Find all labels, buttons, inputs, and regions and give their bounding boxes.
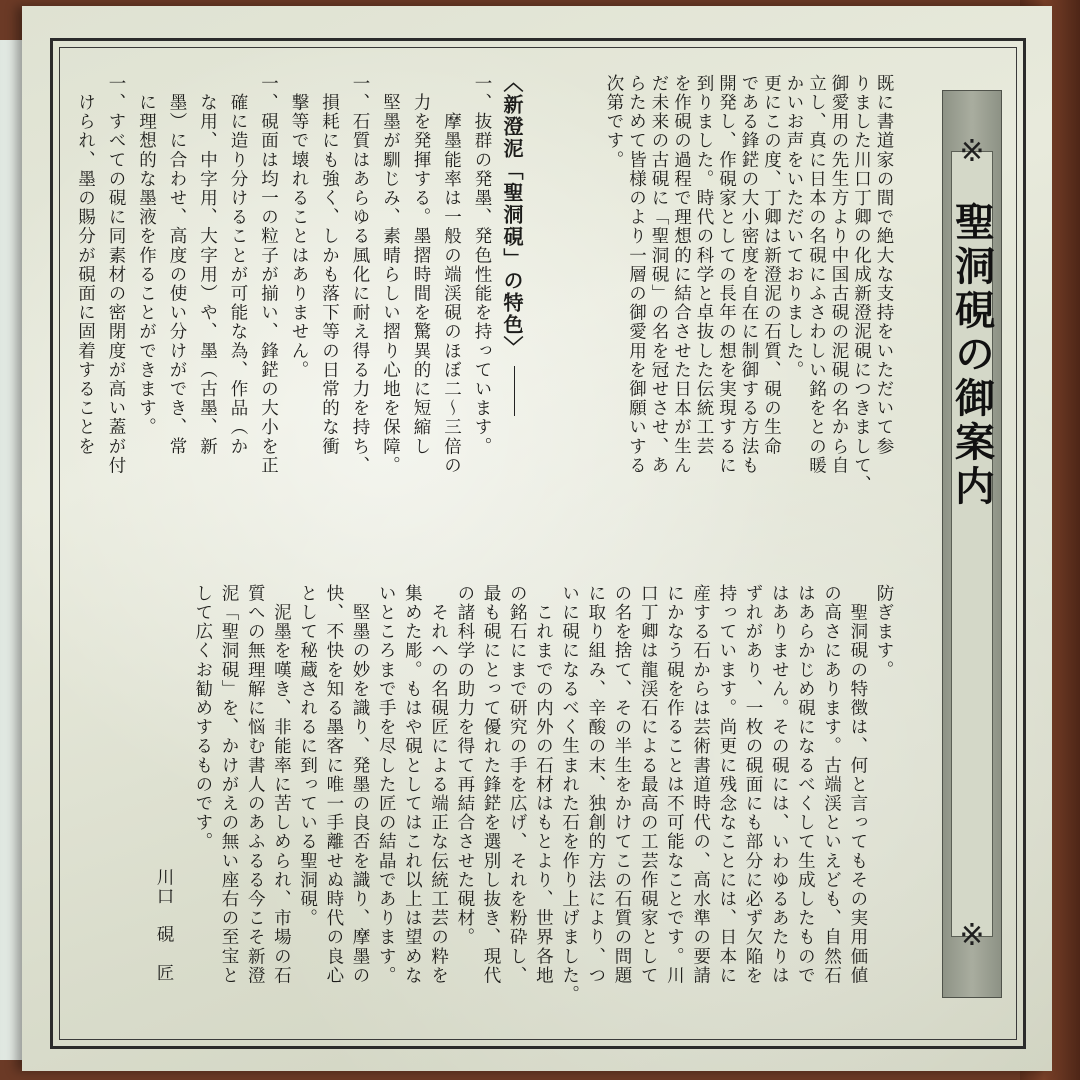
body-text-column: いところまで手を尽した匠の結晶であります。 xyxy=(376,584,397,986)
feature-text-column: けられ、墨の賜分が硯面に固着することを xyxy=(75,74,96,456)
feature-text-column: 撃等で壊れることはありません。 xyxy=(289,74,309,380)
body-text-column: 口丁卿は龍渓石による最高の工芸作硯家として xyxy=(638,584,659,986)
intro-text-column: だ未来の古硯に「聖洞硯」の名を冠せさせ、あ xyxy=(649,74,669,476)
body-text-column: して広くお勧めするものです。 xyxy=(192,584,213,852)
feature-text-column: に理想的な墨液を作ることができます。 xyxy=(136,74,157,437)
intro-text-column: 更にこの度、丁卿は新澄泥の石質、硯の生命 xyxy=(761,74,782,456)
intro-text-column: らためて皆様のより一層の御愛用を御願いする xyxy=(626,74,647,476)
feature-text-column: 損耗にも強く、しかも落下等の日常的な衝 xyxy=(319,74,340,456)
intro-text-column: である鋒鋩の大小密度を自在に制御する方法も xyxy=(739,74,759,476)
intro-text-column: 既に書道家の間で絶大な支持をいただいて参 xyxy=(874,74,894,456)
intro-text-column: かいお声をいただいておりました。 xyxy=(784,74,804,380)
asterisk-ornament-icon: ※ xyxy=(959,134,985,169)
body-text-column: にかなう硯を作ることは不可能なことです。川 xyxy=(664,584,685,986)
body-text-column: 快、不快を知る墨客に唯一手離せぬ時代の良心 xyxy=(323,584,344,986)
body-text-column: 防ぎます。 xyxy=(874,584,894,680)
body-text-column: の高さにあります。古端渓といえども、自然石 xyxy=(821,584,842,986)
body-text-column: これまでの内外の石材はもとより、世界各地 xyxy=(533,584,554,986)
section-heading: 〈新澄泥「聖洞硯」の特色〉 xyxy=(500,72,524,358)
feature-text-column: 確に造り分けることが可能な為、作品（か xyxy=(228,74,248,456)
intro-text-column: 次第です。 xyxy=(604,74,624,170)
body-text-column: 質への無理解に悩む書人のあふるる今こそ新澄 xyxy=(245,584,266,986)
body-text-column: 堅墨の妙を識り、発墨の良否を識り、摩墨の xyxy=(350,584,370,986)
body-text-column: それへの名硯匠による端正な伝統工芸の粋を xyxy=(428,584,449,986)
body-text-column: の名を捨て、その半生をかけてこの石質の問題 xyxy=(612,584,632,986)
body-text-column: 持っています。尚更に残念なことには、日本に xyxy=(716,584,737,986)
intro-text-column: 到りました。時代の科学と卓抜した伝統工芸 xyxy=(694,74,714,456)
body-text-column: 泥墨を嘆き、非能率に苦しめられ、市場の石 xyxy=(271,584,292,986)
body-text-column: として秘蔵されるに到っている聖洞硯。 xyxy=(297,584,318,928)
feature-text-column: 一、石質はあらゆる風化に耐え得る力を持ち、 xyxy=(350,74,370,476)
heading-rule-line xyxy=(514,366,515,416)
body-text-column: 集めた彫。もはや硯としてはこれ以上は望めな xyxy=(402,584,423,986)
feature-text-column: 一、硯面は均一の粒子が揃い、鋒鋩の大小を正 xyxy=(258,74,279,476)
feature-text-column: 摩墨能率は一般の端渓硯のほぼ二～三倍の xyxy=(441,74,462,476)
body-text-column: 聖洞硯の特徴は、何と言ってもその実用価値 xyxy=(847,584,868,986)
feature-text-column: な用、中字用、大字用）や、墨（古墨、新 xyxy=(197,74,218,456)
body-text-column: 産する石からは芸術書道時代の、高水準の要請 xyxy=(690,584,711,986)
body-text-column: の諸科学の助力を得て再結合させた硯材。 xyxy=(454,584,475,947)
intro-text-column: りました川口丁卿の化成新澄泥硯につきまして、 xyxy=(851,74,872,495)
body-text-column: 泥「聖洞硯」を、かけがえの無い座右の至宝と xyxy=(219,584,239,986)
feature-text-column: 墨）に合わせ、高度の使い分けができ、常 xyxy=(167,74,187,456)
intro-text-column: 立し、真に日本の名硯にふさわしい銘をとの暖 xyxy=(806,74,827,476)
brochure-page xyxy=(22,6,1052,1071)
body-text-column: ずれがあり、一枚の硯面にも部分に必ず欠陥を xyxy=(743,584,763,986)
intro-text-column: 御愛用の先生方より中国古硯の泥硯の名から自 xyxy=(829,74,849,476)
author-signature: 川口 硯 匠 xyxy=(154,868,174,983)
body-text-column: いに硯になるべく生まれた石を作り上げました。 xyxy=(559,584,580,1005)
feature-text-column: 一、すべての硯に同素材の密閉度が高い蓋が付 xyxy=(106,74,126,476)
intro-text-column: 開発し、作硯家としての長年の想を実現するに xyxy=(716,74,737,476)
intro-text-column: を作硯の過程で理想的に結合させた日本が生ん xyxy=(671,74,692,476)
feature-text-column: 力を発揮する。墨摺時間を驚異的に短縮し xyxy=(411,74,431,456)
body-text-column: はありません。その硯には、いわゆるあたりは xyxy=(769,584,790,986)
body-text-column: の銘石にまで研究の手を広げ、それを粉砕し、 xyxy=(507,584,528,986)
body-text-column: に取り組み、辛酸の末、独創的方法により、つ xyxy=(585,584,606,986)
asterisk-ornament-icon: ※ xyxy=(959,918,985,953)
body-text-column: はあらかじめ硯になるべくして生成したもので xyxy=(795,584,816,986)
feature-text-column: 堅墨が馴じみ、素晴らしい摺り心地を保障。 xyxy=(380,74,401,476)
body-text-column: 最も硯にとって優れた鋒鋩を選別し抜き、現代 xyxy=(481,584,501,986)
page-title: 聖洞硯の御案内 xyxy=(948,201,995,509)
title-panel xyxy=(942,90,1002,998)
feature-text-column: 一、抜群の発墨、発色性能を持っています。 xyxy=(472,74,492,456)
